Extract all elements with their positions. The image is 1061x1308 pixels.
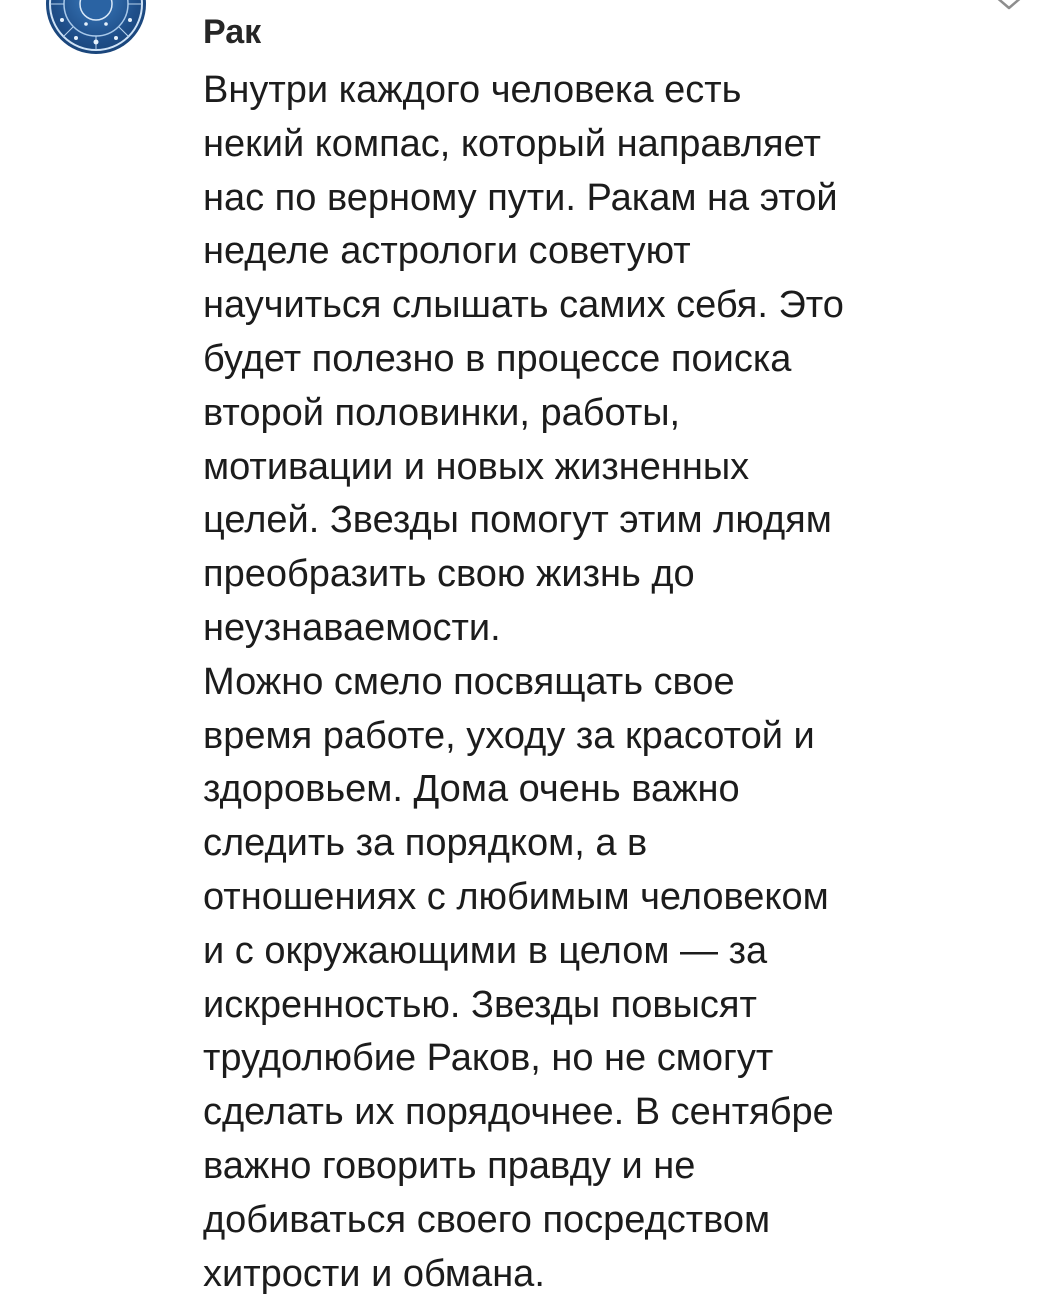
comment-line: нас по верному пути. Ракам на этой	[203, 176, 838, 219]
comment-line: преобразить свою жизнь до	[203, 553, 695, 596]
comment-line: важно говорить правду и не	[203, 1144, 696, 1187]
comment-body	[203, 64, 993, 1301]
comment-author[interactable]: Рак	[203, 13, 262, 51]
comment-line: искренностью. Звезды повысят	[203, 983, 757, 1026]
comment-line: следить за порядком, а в	[203, 822, 648, 865]
comment-line: некий компас, который направляет	[203, 122, 821, 165]
comment-line: Внутри каждого человека есть	[203, 69, 742, 111]
comment-line: отношениях с любимым человеком	[203, 875, 829, 918]
comment-line: сделать их порядочнее. В сентябре	[203, 1091, 834, 1134]
comment-line: трудолюбие Раков, но не смогут	[203, 1037, 774, 1080]
comment-line: и с окружающими в целом — за	[203, 929, 768, 972]
zodiac-wheel-icon	[46, 0, 146, 54]
comment-line: добиваться своего посредством	[203, 1198, 771, 1241]
comment-line: научиться слышать самих себя. Это	[203, 284, 844, 327]
comment-line: Можно смело посвящать свое	[203, 660, 735, 703]
chevron-down-icon[interactable]	[989, 0, 1029, 14]
avatar[interactable]	[46, 0, 146, 54]
comment-line: будет полезно в процессе поиска	[203, 337, 792, 380]
comment-line: здоровьем. Дома очень важно	[203, 768, 740, 811]
comment-line: хитрости и обмана.	[203, 1252, 545, 1295]
comment-line: второй половинки, работы,	[203, 391, 681, 434]
comment-line: мотивации и новых жизненных	[203, 445, 750, 488]
comment-line: неузнаваемости.	[203, 606, 501, 649]
comment-line: время работе, уходу за красотой и	[203, 714, 815, 757]
comment-line: неделе астрологи советуют	[203, 230, 691, 273]
comment-line: целей. Звезды помогут этим людям	[203, 499, 832, 542]
